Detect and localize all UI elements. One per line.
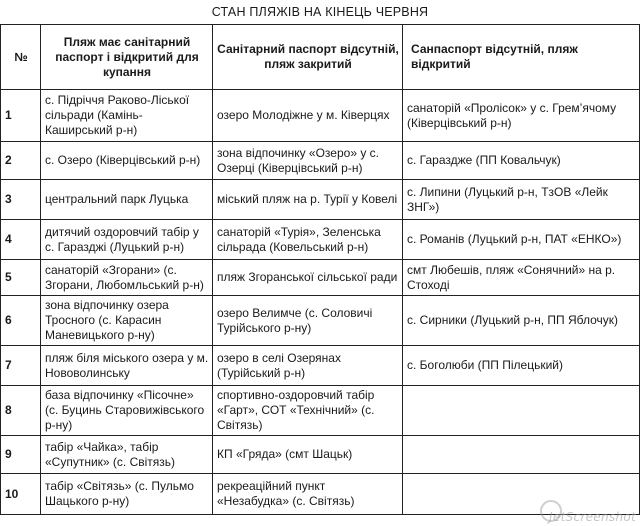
cell-open-no-passport [403,386,640,436]
table-row [1,260,640,296]
row-number: 10 [1,474,41,515]
cell-closed-no-passport: озеро в селі Озерянах (Турійський р-н) [213,346,403,386]
table-row [1,346,640,386]
row-number: 4 [1,220,41,260]
cell-closed-no-passport: спортивно-оздоровчий табір «Гарт», СОТ «Технічний» (с. Світязь) [213,386,403,436]
cell-open-no-passport: с. Липини (Луцький р-н, ТзОВ «Лейк ЗНГ») [403,180,640,220]
cell-open-no-passport: с. Романів (Луцький р-н, ПАТ «ЕНКО») [403,220,640,260]
table-row [1,386,640,436]
table-row [1,142,640,180]
row-number: 1 [1,90,41,142]
header-number: № [1,25,41,90]
table-row [1,220,640,260]
table-row [1,180,640,220]
row-number: 2 [1,142,41,180]
cell-open-no-passport [403,474,640,515]
cell-open-no-passport: с. Сирники (Луцький р-н, ПП Яблочук) [403,296,640,346]
row-number: 3 [1,180,41,220]
header-closed-no-passport: Санітарний паспорт відсутній, пляж закритий [213,25,403,90]
cell-closed-no-passport: озеро Молодіжне у м. Ківерцях [213,90,403,142]
cell-open-with-passport: зона відпочинку озера Тросного (с. Карасин Маневицького р-ну) [41,296,213,346]
header-row [1,25,640,90]
cell-open-no-passport: смт Любешів, пляж «Сонячний» на р. Стоході [403,260,640,296]
table-row [1,436,640,474]
cell-closed-no-passport: озеро Велимче (с. Соловичі Турійського р-ну) [213,296,403,346]
cell-open-with-passport: с. Підріччя Раково-Ліської сільради (Камінь-Каширський р-н) [41,90,213,142]
cell-closed-no-passport: зона відпочинку «Озеро» у с. Озерці (Ківерцівський р-н) [213,142,403,180]
cell-open-with-passport: центральний парк Луцька [41,180,213,220]
beaches-table [0,24,640,515]
row-number: 5 [1,260,41,296]
cell-open-with-passport: табір «Світязь» (с. Пульмо Шацького р-ну) [41,474,213,515]
table-row [1,90,640,142]
cell-closed-no-passport: санаторій «Турія», Зеленська сільрада (Ковельський р-н) [213,220,403,260]
cell-open-with-passport: с. Озеро (Ківерцівський р-н) [41,142,213,180]
row-number: 7 [1,346,41,386]
cell-closed-no-passport: пляж Згоранської сільської ради [213,260,403,296]
header-open-with-passport: Пляж має санітарний паспорт і відкритий для купання [41,25,213,90]
row-number: 6 [1,296,41,346]
cell-closed-no-passport: рекреаційний пункт «Незабудка» (с. Світязь) [213,474,403,515]
table-row [1,296,640,346]
row-number: 8 [1,386,41,436]
cell-open-with-passport: пляж біля міського озера у м. Нововолинську [41,346,213,386]
cell-open-with-passport: дитячий оздоровчий табір у с. Гаразджі (Луцький р-н) [41,220,213,260]
cell-open-no-passport: с. Гараздже (ПП Ковальчук) [403,142,640,180]
cell-open-no-passport: с. Боголюби (ПП Пілецький) [403,346,640,386]
row-number: 9 [1,436,41,474]
cell-open-no-passport: санаторій «Пролісок» у с. Грем’ячому (Ківерцівський р-н) [403,90,640,142]
cell-closed-no-passport: КП «Гряда» (смт Шацьк) [213,436,403,474]
cell-closed-no-passport: міський пляж на р. Турії у Ковелі [213,180,403,220]
cell-open-with-passport: база відпочинку «Пісочне» (с. Буцинь Старовижівського р-ну) [41,386,213,436]
header-open-no-passport: Санпаспорт відсутній, пляж відкритий [403,25,640,90]
cell-open-with-passport: санаторій «Згорани» (с. Згорани, Любомльський р-н) [41,260,213,296]
table-title: СТАН ПЛЯЖІВ НА КІНЕЦЬ ЧЕРВНЯ [211,5,429,19]
cell-open-with-passport: табір «Чайка», табір «Супутник» (с. Світязь) [41,436,213,474]
watermark: JetScreenshot [549,510,636,524]
cell-open-no-passport [403,436,640,474]
